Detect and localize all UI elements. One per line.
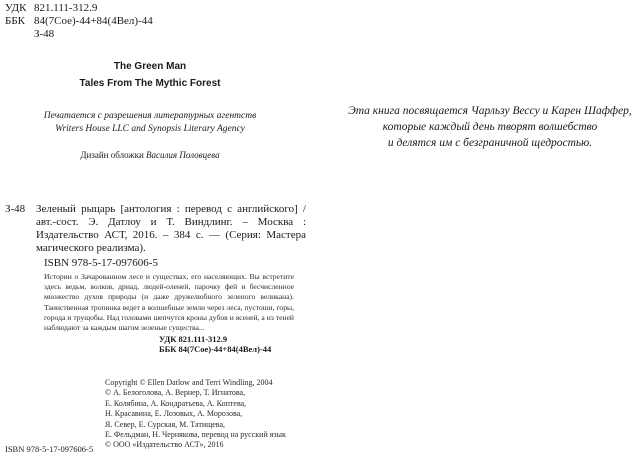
copyright-line: Copyright © Ellen Datlow and Terri Windling, 2004 [105,378,273,387]
permission-line-1: Печатается с разрешения литературных агентств [43,111,257,121]
udk-label: УДК [5,2,27,14]
bbk-row [5,15,153,28]
copyright-line: Е. Фельдман, Н. Чернякова, перевод на русский язык [105,430,286,440]
copyright-line: Я. Север, Е. Сурская, М. Татищева, [105,419,226,429]
annotation-bbk: ББК 84(7Сое)-44+84(4Вел)-44 [159,344,272,354]
bib-author-mark: З-48 [5,203,26,215]
designer-prefix: Дизайн обложки [80,150,144,160]
permission-line-2: Writers House LLC and Synopsis Literary Agency [55,124,245,134]
dedication-line-2: которые каждый день творят волшебство [382,121,598,133]
dedication [340,103,634,151]
bbk-value: 84(7Сое)-44+84(4Вел)-44 [34,15,153,27]
dedication-line-3: и делятся им с безграничной щедростью. [387,137,593,149]
copyright-line: Е. Колябина, А. Кондратьева, А. Коптева, [105,398,247,408]
bbk-label: ББК [5,15,25,27]
copyright-line: © А. Белоголова, А. Вернер, Т. Игнатова, [105,388,246,398]
udk-value: 821.111-312.9 [34,2,98,14]
author-mark-row [5,28,153,41]
permission-note [0,110,300,136]
bottom-isbn: ISBN 978-5-17-097606-5 [5,444,94,454]
annotation-udk: УДК 821.111-312.9 [159,334,228,344]
designer-name: Василия Половцева [146,150,220,160]
copyright-line: Н. Красавина, Е. Лозовых, А. Морозова, [105,409,243,419]
dedication-line-1: Эта книга посвящается Чарльзу Вессу и Карен Шаффер, [348,105,632,117]
annotation-text: Истории о Зачарованном лесе и существах, его населяющих. Вы встретите здесь ведьм, волков, дриад, людей-оленей, парочку фей и бесчисленное множество духов природы (и даже дружелюбного зеленого великана). Таинственная тропинка ведет в волшебные земли через леса, пустоши, горы, города и трущобы. Над головами шепчутся кроны дубов и ясеней, а из теней наблюдают за каждым шагом зеленые существа... [44,272,294,333]
author-mark: З-48 [34,28,55,40]
udk-row [5,2,153,15]
bib-isbn: ISBN 978-5-17-097606-5 [44,257,158,269]
copyright-line: © ООО «Издательство АСТ», 2016 [105,440,224,450]
copyright-block [105,378,286,451]
original-subtitle: Tales From The Mythic Forest [79,78,221,89]
original-title: The Green Man [113,61,187,72]
bib-description: Зеленый рыцарь [антология : перевод с английского] / авт.-сост. Э. Датлоу и Т. Виндлинг. – Москва : Издательство АСТ, 2016. – 384 с. — (Серия: Мастера магического реализма). [36,203,306,254]
classification-block [5,2,153,41]
cover-designer [0,150,300,160]
